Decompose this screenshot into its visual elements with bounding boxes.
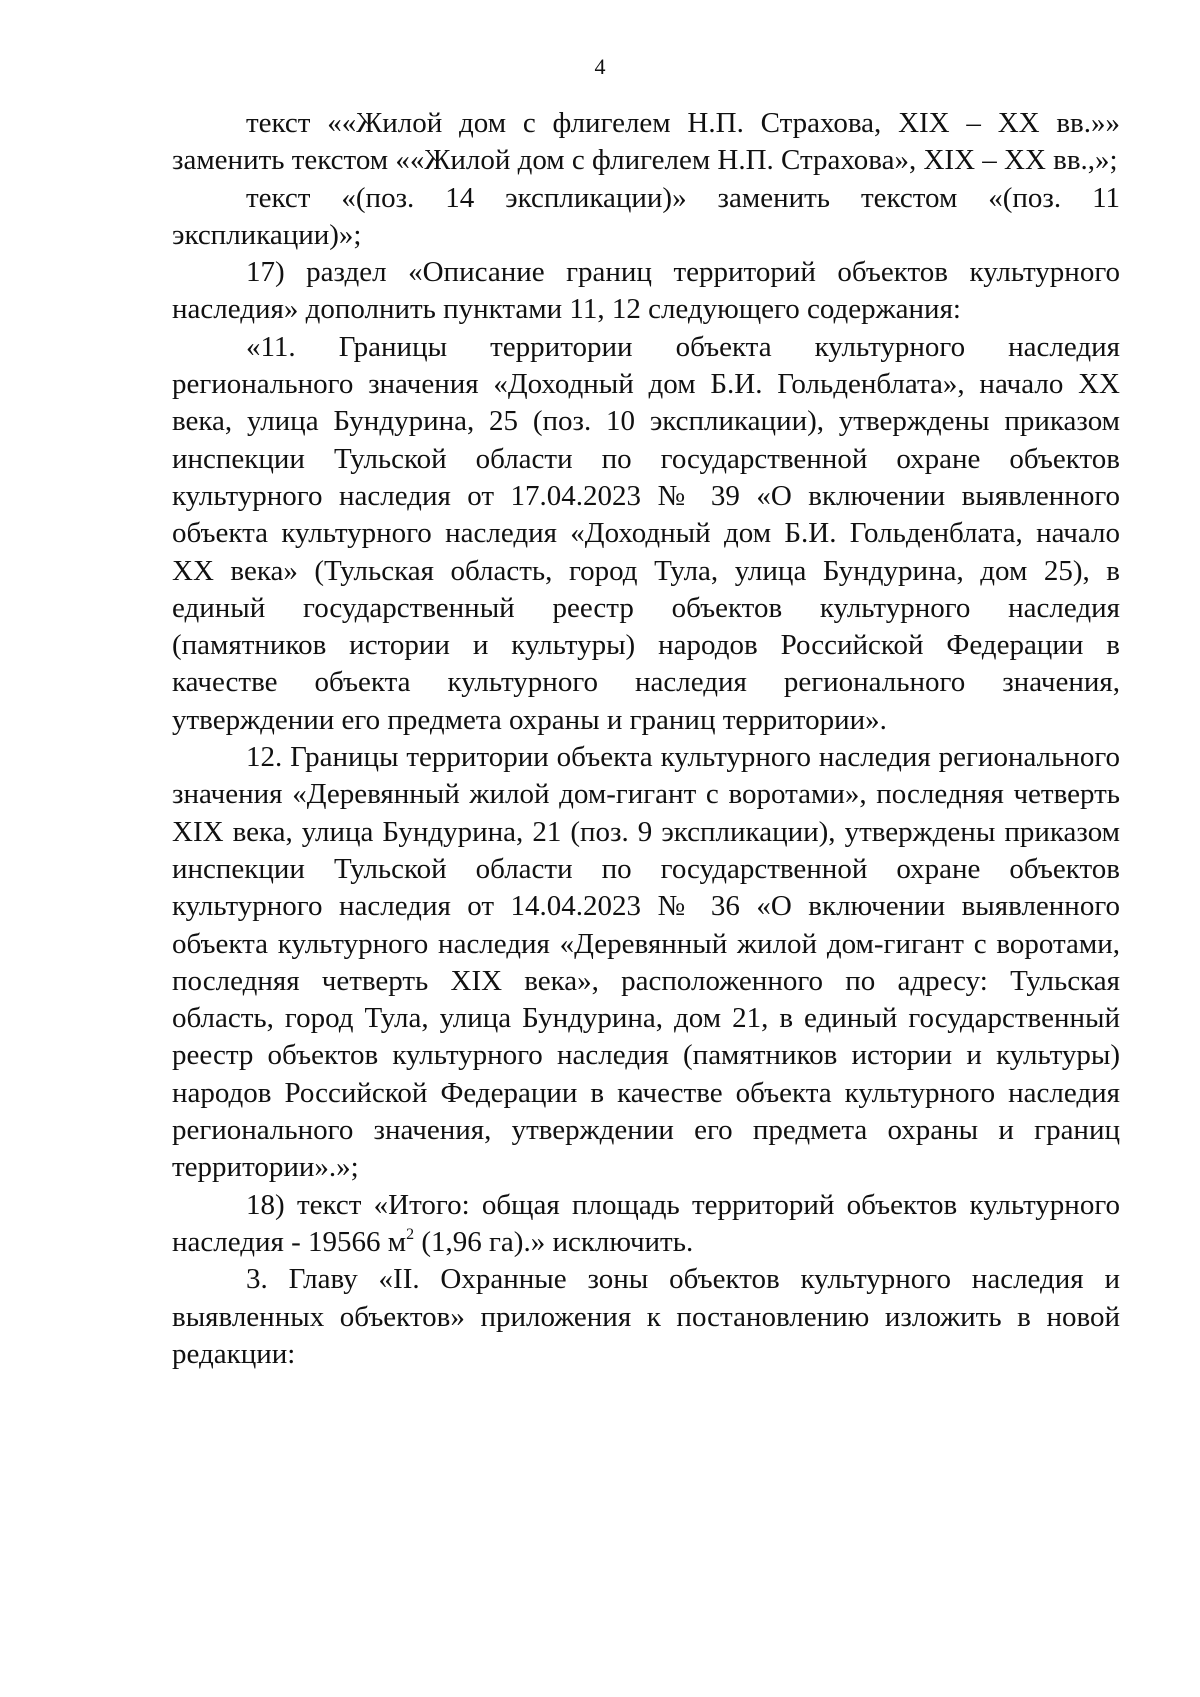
area-unit-superscript: 2: [406, 1225, 415, 1243]
paragraph-item-17: 17) раздел «Описание границ территорий объектов культурного наследия» дополнить пунктами 11, 12 следующего содержания:: [172, 256, 1120, 326]
paragraph-point-12: 12. Границы территории объекта культурного наследия регионального значения «Деревянный жилой дом-гигант с воротами», последняя четверть XIX века, улица Бундурина, 21 (поз. 9 экспликации), утверждены приказом инспекции Тульской области по государственной охране объектов культурного наследия от 14.04.2023 № 36 «О включении выявленного объекта культурного наследия «Деревянный жилой дом-гигант с воротами, последняя четверть XIX века», расположенного по адресу: Тульская область, город Тула, улица Бундурина, дом 21, в единый государственный реестр объектов культурного наследия (памятников истории и культуры) народов Российской Федерации в качестве объекта культурного наследия регионального значения, утверждении его предмета охраны и границ территории».»;: [172, 741, 1120, 1184]
paragraph-text-replacement-2: текст «(поз. 14 экспликации)» заменить текстом «(поз. 11 экспликации)»;: [172, 181, 1120, 251]
paragraph-item-3: 3. Главу «II. Охранные зоны объектов культурного наследия и выявленных объектов» приложения к постановлению изложить в новой редакции:: [172, 1263, 1120, 1370]
paragraph-text-replacement-1: текст ««Жилой дом с флигелем Н.П. Страхова, XIX – XX вв.»» заменить текстом ««Жилой дом с флигелем Н.П. Страхова», XIX – XX вв.,»;: [172, 107, 1120, 177]
item-18-text-after: (1,96 га).» исключить.: [414, 1225, 694, 1258]
item-18-text-before: 18) текст «Итого: общая площадь территорий объектов культурного наследия - 19566 м: [172, 1188, 1120, 1258]
page-number: 4: [594, 54, 606, 79]
paragraph-point-11: «11. Границы территории объекта культурного наследия регионального значения «Доходный дом Б.И. Гольденблата», начало XX века, улица Бундурина, 25 (поз. 10 экспликации), утверждены приказом инспекции Тульской области по государственной охране объектов культурного наследия от 17.04.2023 № 39 «О включении выявленного объекта культурного наследия «Доходный дом Б.И. Гольденблата, начало XX века» (Тульская область, город Тула, улица Бундурина, дом 25), в единый государственный реестр объектов культурного наследия (памятников истории и культуры) народов Российской Федерации в качестве объекта культурного наследия регионального значения, утверждении его предмета охраны и границ территории».: [172, 330, 1120, 736]
paragraph-item-18: [172, 1187, 1120, 1262]
document-body: [172, 105, 1120, 1373]
